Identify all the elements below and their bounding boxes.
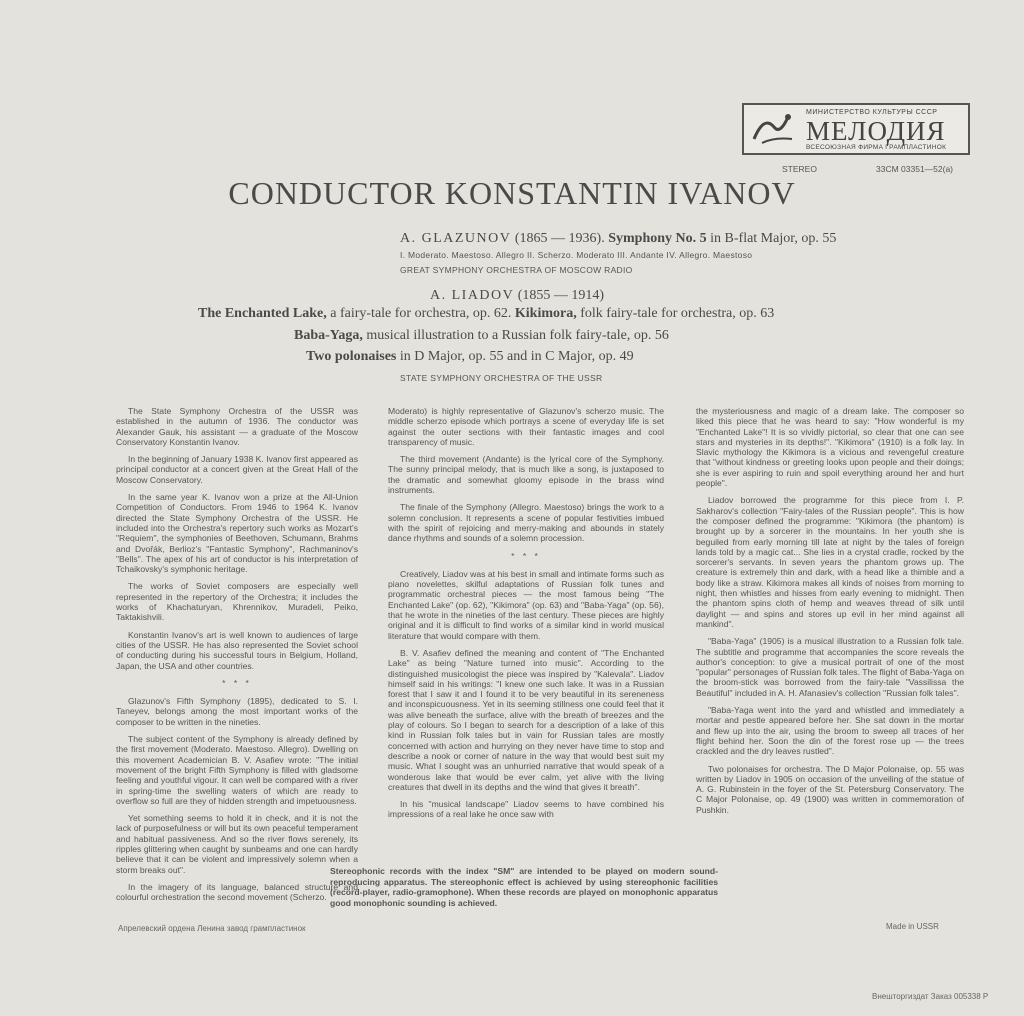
- text-column-left: [116, 406, 358, 909]
- work1-title: The Enchanted Lake,: [198, 306, 327, 321]
- paragraph: "Baba-Yaga" (1905) is a musical illustration to a Russian folk tale. The subtitle and programme that accompanies the score reveals the author's conception: to give a musical portrait of one of the most "popular" personages of Russian folk tales. The flight of Baba-Yaga on the broom-stick was borrowed from the fairy-tale "Vassilissa the Beautiful" included in A. H. Afanasiev's collection "Russian folk tales".: [696, 636, 964, 698]
- liadov-works-line-2: [294, 328, 669, 344]
- glazunov-composer: A. GLAZUNOV: [400, 231, 512, 246]
- paragraph: The State Symphony Orchestra of the USSR was established in the autumn of 1936. The conductor was Alexander Gauk, his assistant — a graduate of the Moscow Conservatory Konstantin Ivanov.: [116, 406, 358, 447]
- stereo-notice: Stereophonic records with the index "SM" are intended to be played on modern sound-reproducing apparatus. The stereophonic effect is achieved by using stereophonic facilities (record-player, radio-gramophone). When these records are played on monophonic apparatus good monophonic sounding is achieved.: [330, 866, 718, 908]
- paragraph: Yet something seems to hold it in check, and it is not the lack of purposefulness or will but its own peaceful temperament and habitual passiveness. And so the river flows serenely, its ripples glittering when caught by sunbeams and one can hardly believe that it can be violent and impressively solemn when a storm breaks out".: [116, 813, 358, 875]
- work2-title: Kikimora,: [514, 306, 577, 321]
- glazunov-dates: (1865 — 1936).: [514, 231, 605, 246]
- section-separator: * * *: [511, 550, 541, 561]
- catalog-number: 33CM 03351—52(a): [876, 164, 954, 174]
- section-separator: * * *: [222, 677, 252, 688]
- paragraph: Glazunov's Fifth Symphony (1895), dedicated to S. I. Taneyev, belongs among the most important works of the composer to be written in the nineties.: [116, 696, 358, 727]
- work3-title: Baba-Yaga,: [294, 328, 363, 343]
- logo-brand: МЕЛОДИЯ: [806, 116, 946, 146]
- paragraph: The subject content of the Symphony is already defined by the first movement (Moderato. Maestoso. Allegro). Dwelling on this movement Academician B. V. Asafiev wrote: "The initial movement of the bright Fifth Symphony is filled with gladsome feeling and youthful vigour. It can well be compared with a river in spring-time the swelling waters of which are ready to overflow so full are they of hidden strength and impetuousness.: [116, 734, 358, 806]
- glazunov-orchestra: GREAT SYMPHONY ORCHESTRA OF MOSCOW RADIO: [400, 265, 633, 275]
- paragraph: In the same year K. Ivanov won a prize at the All-Union Competition of Conductors. From 1946 to 1964 K. Ivanov directed the State Symphony Orchestra of the USSR. He included into the Orchestra's repertory such works as Mozart's "Requiem", the symphonies of Beethoven, Schumann, Brahms and Dvořák, Berlioz's "Fantastic Symphony", Rachmaninov's "Bells". The apex of his art of conductor is his interpretation of Tchaikovsky's symphonic heritage.: [116, 492, 358, 575]
- paragraph: The works of Soviet composers are especially well represented in the repertory of the Orchestra; it includes the works of Khachaturyan, Khrennikov, Muradeli, Peiko, Taktakishvili.: [116, 581, 358, 623]
- paragraph: Moderato) is highly representative of Glazunov's scherzo music. The middle scherzo episode which portrays a scene of everyday life is set against the outer sections with their fantastic images and cool transparency of music.: [388, 406, 664, 447]
- logo-ministry: МИНИСТЕРСТВО КУЛЬТУРЫ СССР: [806, 109, 938, 116]
- work4-title: Two polonaises: [306, 349, 397, 364]
- glazunov-work: Symphony No. 5: [608, 231, 707, 246]
- paragraph: "Baba-Yaga went into the yard and whistled and immediately a mortar and pestle appeared before her. She sat down in the mortar and flew up into the air, using the broom to sweep all traces of her flight behind her. Soon the din of the forest rose up — the trees crackled and the dry leaves rustled".: [696, 705, 964, 757]
- liadov-works-line-3: [306, 349, 634, 365]
- work2-desc: folk fairy-tale for orchestra, op. 63: [580, 306, 775, 321]
- work4-desc: in D Major, op. 55 and in C Major, op. 49: [399, 349, 634, 364]
- paragraph: In his "musical landscape" Liadov seems to have combined his impressions of a real lake he once saw with: [388, 799, 664, 820]
- paragraph: The finale of the Symphony (Allegro. Maestoso) brings the work to a solemn conclusion. It represents a scene of popular festivities imbued with the spirit of rejoicing and merry-making and abounds in stately dance rhythms and sounds of a solemn procession.: [388, 502, 664, 544]
- paragraph: Creatively, Liadov was at his best in small and intimate forms such as piano novelettes, skilful adaptations of Russian folk tunes and programmatic orchestral pieces — the most famous being "The Enchanted Lake" (op. 62), "Kikimora" (op. 63) and "Baba-Yaga" (op. 56), that he wrote in the nineties of the last century. These pieces are highly original and it is difficult to find works of a similar kind in world musical literature that would compare with them.: [388, 568, 664, 641]
- paragraph: The third movement (Andante) is the lyrical core of the Symphony. The sunny principal melody, that is much like a song, is juxtaposed to the dramatic and somewhat gloomy episode in the brass wind instruments.: [388, 454, 664, 496]
- liadov-works-line-1: [198, 306, 774, 322]
- paragraph: Two polonaises for orchestra. The D Major Polonaise, op. 55 was written by Liadov in 1905 on occasion of the unveiling of the statue of A. G. Rubinstein in the foyer of the St. Petersburg Conservatory. The C Major Polonaise, op. 49 (1900) was written in commemoration of Pushkin.: [696, 763, 964, 815]
- paragraph: the mysteriousness and magic of a dream lake. The composer so liked this piece that he was heard to say: "How wonderful is my "Enchanted Lake"! It is so vividly pictorial, so clear that one can see stars and mysteries in its depths!". "Kikimora" (1910) is a folk lay. In Slavic mythology the Kikimora is a vicious and revengeful creature that "without kindness or greeting looks upon people and their doings; she is ever aspiring to ruin and spoil everything around her and hurt people".: [696, 406, 964, 489]
- logo-company: ВСЕСОЮЗНАЯ ФИРМА ГРАМПЛАСТИНОК: [806, 144, 947, 151]
- made-in-label: Made in USSR: [886, 922, 939, 931]
- page-title: CONDUCTOR KONSTANTIN IVANOV: [228, 175, 796, 211]
- liadov-heading: [430, 288, 604, 304]
- melodiya-emblem-icon: [750, 109, 798, 149]
- glazunov-heading: [400, 231, 836, 247]
- glazunov-key: in B-flat Major, op. 55: [710, 231, 837, 246]
- plant-label: Апрелевский ордена Ленина завод грампластинок: [118, 924, 306, 933]
- paragraph: In the beginning of January 1938 K. Ivanov first appeared as principal conductor at a concert given at the Great Hall of the Moscow Conservatory.: [116, 454, 358, 485]
- work1-desc: a fairy-tale for orchestra, op. 62.: [330, 306, 512, 321]
- work3-desc: musical illustration to a Russian folk fairy-tale, op. 56: [366, 328, 669, 343]
- paragraph: B. V. Asafiev defined the meaning and content of "The Enchanted Lake" as being "Nature turned into music". According to the distinguished musicologist the piece was inspired by "Kalevala". Liadov himself said in his writings: "I knew one such lake. It was in a Russian forest that I saw it and I found it to be very beautiful in its sereneness and inconspicuousness. Yet in its seeming stillness one could feel that it was alive beneath the surface, alive with the breath of breezes and the play of colours. So I began to search for a description of a lake of this kind in Russian folk tales but in vain for Russian tales are mostly concerned with action and hurrying on they never have time to stop and describe a nook or corner of nature in the way that would best suit my music. What I sought was an unhurried narrative that would speak of a wonderous lake that would be ever calm, yet alive with the living creatures that dwell in its depths and the wind that gives it breath".: [388, 647, 664, 792]
- stereo-label: STEREO: [782, 164, 817, 174]
- paragraph: Liadov borrowed the programme for this piece from I. P. Sakharov's collection "Fairy-tales of the Russian people". This is how the composer defined the programme: "Kikimora (the phantom) is brought up by a sorcerer in the mountains. In her youth she is beguiled from early morning till late at night by the tales of foreign lands told by a magic cat... She lies in a crystal cradle, rocked by the sorcerer's servants. In seven years the phantom grows up. The creature is extremely thin and dark, with a head like a thimble and a body like a straw. Kikimora makes all kinds of noises from morning to night, then whistles and hisses from early evening to midnight. Then the phantom spins cloth of hemp and weaves thread of silk until daylight — and spins and stores up evil in her mind against all mankind".: [696, 495, 964, 629]
- order-label: Внешторгиздат Заказ 005338 Р: [872, 992, 989, 1001]
- paragraph: In the imagery of its language, balanced structure and colourful orchestration the second movement (Scherzo.: [116, 881, 358, 903]
- paragraph: Konstantin Ivanov's art is well known to audiences of large cities of the USSR. He has also represented the Soviet school of conducting during his successful tours in Belgium, Holland, Japan, the USA and other countries.: [116, 629, 358, 671]
- melodiya-logo: [742, 103, 970, 155]
- liadov-dates: (1855 — 1914): [517, 288, 605, 303]
- glazunov-movements: I. Moderato. Maestoso. Allegro II. Scherzo. Moderato III. Andante IV. Allegro. Maestoso: [400, 250, 753, 260]
- liadov-composer: A. LIADOV: [430, 288, 515, 303]
- text-column-middle: [388, 406, 664, 827]
- text-column-right: [696, 406, 964, 822]
- liadov-orchestra: STATE SYMPHONY ORCHESTRA OF THE USSR: [400, 373, 603, 383]
